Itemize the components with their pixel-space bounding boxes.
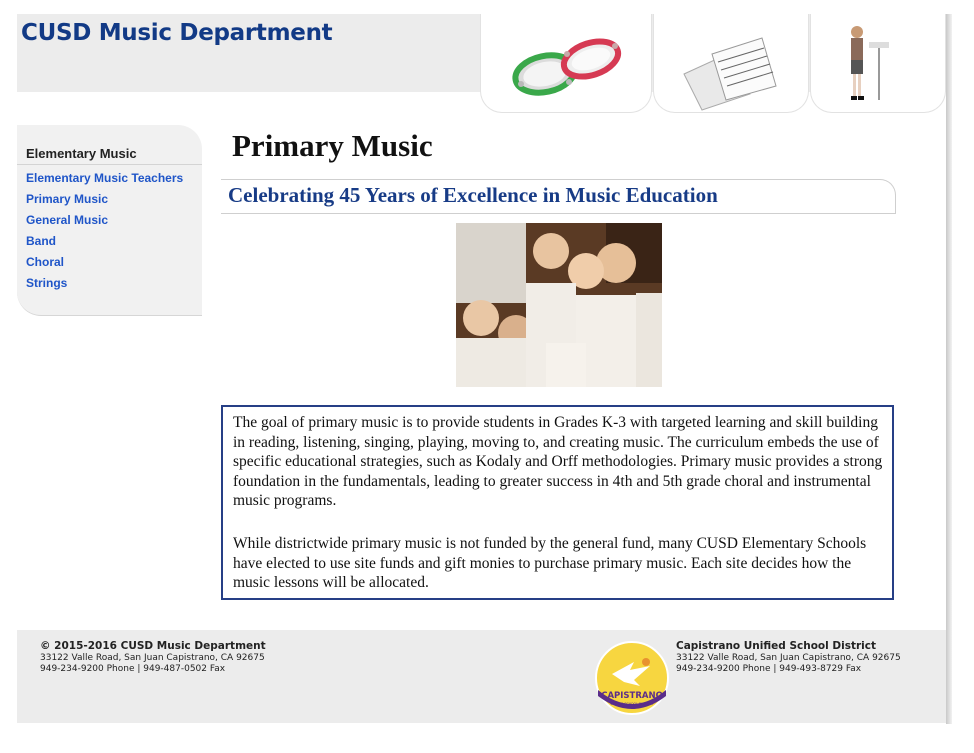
site-title[interactable]: CUSD Music Department xyxy=(21,20,333,46)
sidebar xyxy=(17,125,202,316)
header-image-tambourines xyxy=(480,14,652,113)
sidebar-item-general-music[interactable]: General Music xyxy=(26,213,109,227)
logo-subtext: UNIFIED SCHOOL DISTRICT xyxy=(610,702,654,706)
footer-right xyxy=(676,641,901,675)
sidebar-item-primary-music[interactable]: Primary Music xyxy=(26,192,109,206)
sheet-music-icon xyxy=(654,14,808,112)
sidebar-item-band[interactable]: Band xyxy=(26,234,56,248)
choir-photo-image xyxy=(456,223,662,387)
choir-photo xyxy=(456,223,662,387)
footer-right-address: 33122 Valle Road, San Juan Capistrano, CA 92675 xyxy=(676,653,901,663)
page-title: Primary Music xyxy=(232,128,433,163)
footer-right-phone: 949-234-9200 Phone | 949-493-8729 Fax xyxy=(676,664,862,674)
sidebar-heading: Elementary Music xyxy=(26,146,137,161)
header-image-sheet-music xyxy=(653,14,809,113)
paragraph-goal: The goal of primary music is to provide students in Grades K-3 with targeted learning and skill building in reading, listening, singing, playing, moving to, and creating music. The curriculum embeds the use of specific educational strategies, such as Kodaly and Orff methodologies. Primary music provides a strong foundation in the fundamentals, leading to greater success in 4th and 5th grade choral and instrumental music programs. xyxy=(233,414,883,509)
girl-singer-icon xyxy=(811,14,945,112)
tambourines-icon xyxy=(481,14,651,112)
sidebar-item-choral[interactable]: Choral xyxy=(26,255,65,269)
footer-district-name: Capistrano Unified School District xyxy=(676,640,877,652)
capistrano-logo[interactable] xyxy=(594,640,670,716)
sidebar-item-elementary-music-teachers[interactable]: Elementary Music Teachers xyxy=(26,171,184,185)
banner-text: Celebrating 45 Years of Excellence in Music Education xyxy=(228,183,718,207)
page-shadow xyxy=(946,14,952,724)
footer-left xyxy=(40,641,266,675)
logo-text: CAPISTRANO xyxy=(601,691,663,701)
sidebar-divider xyxy=(17,164,202,165)
header-image-girl-singer xyxy=(810,14,946,113)
footer-copyright: © 2015-2016 CUSD Music Department xyxy=(40,640,266,652)
footer-left-address: 33122 Valle Road, San Juan Capistrano, CA 92675 xyxy=(40,653,265,663)
sidebar-nav xyxy=(26,168,183,294)
footer-left-phone: 949-234-9200 Phone | 949-487-0502 Fax xyxy=(40,664,226,674)
capistrano-seal-icon xyxy=(594,640,670,716)
sidebar-item-strings[interactable]: Strings xyxy=(26,276,68,290)
paragraph-funding: While districtwide primary music is not funded by the general fund, many CUSD Elementary Schools have elected to use site funds and gift monies to purchase primary music. Each site decides how the music lessons will be allocated. xyxy=(233,535,867,591)
